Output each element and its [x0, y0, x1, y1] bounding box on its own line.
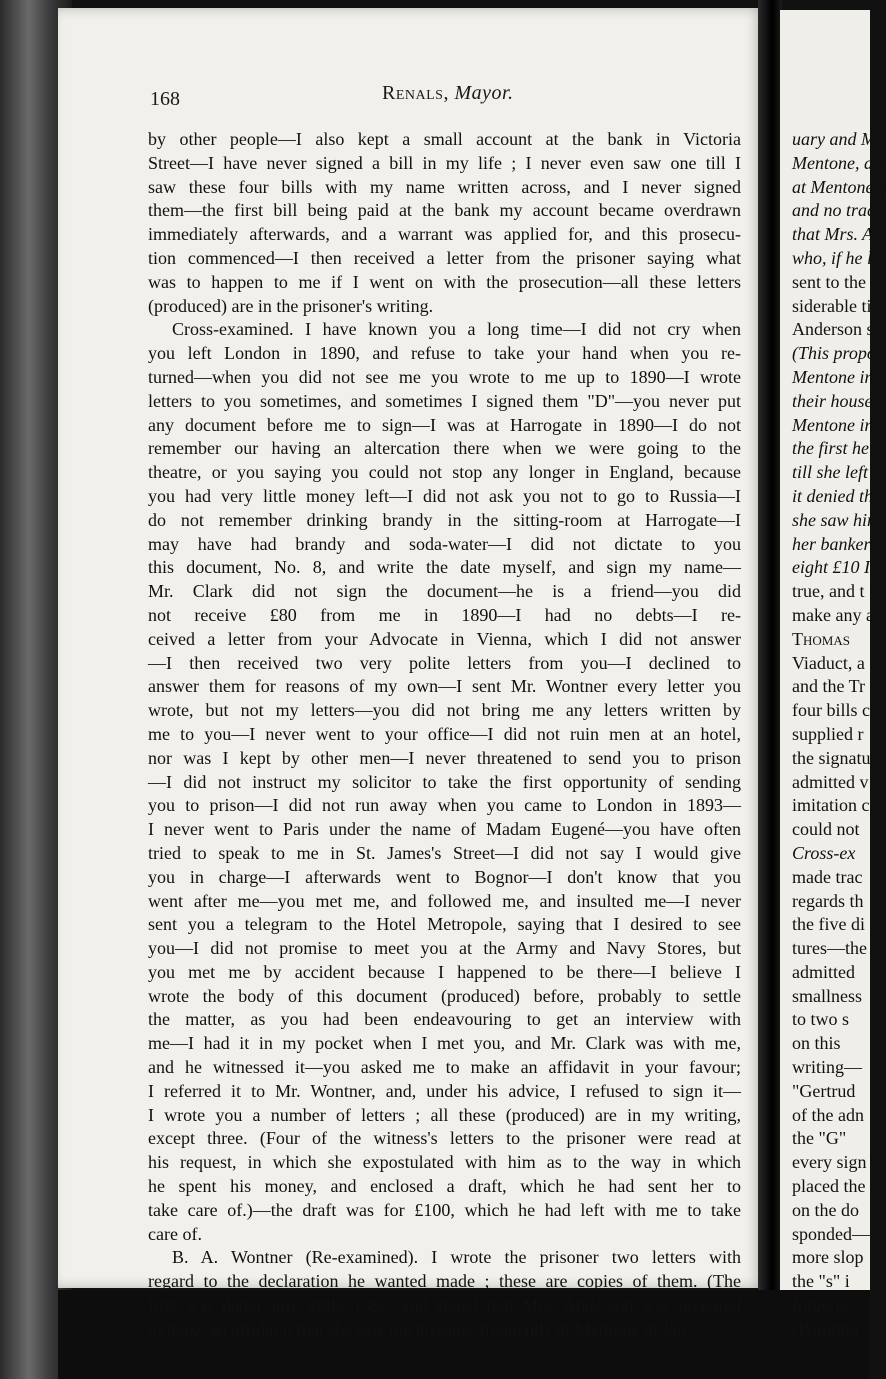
text-line: letters to you sometimes, and sometimes I signed them "D"—you never put — [148, 390, 741, 411]
adjacent-page-line: siderable ti — [792, 295, 872, 316]
text-line: remember our having an altercation there when we were going to the — [148, 438, 741, 459]
text-line: first was dated July 28th, 1893, and stated that Mrs. Anderson was prepared — [148, 1295, 741, 1316]
text-line: do not remember drinking brandy in the sitting-room at Harrogate—I — [148, 509, 741, 530]
adjacent-page-line: she saw hin — [792, 509, 877, 530]
text-line: except three. (Four of the witness's letters to the prisoner were read at — [148, 1128, 741, 1149]
adjacent-page-line: (Pointing — [792, 1318, 860, 1339]
adjacent-page-line: make any a — [792, 604, 874, 625]
text-line: I referred it to Mr. Wontner, and, under his advice, I refused to sign it— — [148, 1080, 741, 1101]
text-line: immediately afterwards, and a warrant was applied for, and this prosecu- — [148, 224, 741, 245]
text-line: he spent his money, and enclosed a draft, which he had sent her to — [148, 1176, 741, 1197]
text-line: the matter, as you had been endeavouring to get an interview with — [148, 1009, 741, 1030]
page-number: 168 — [150, 88, 180, 110]
text-line: them—the first bill being paid at the bank my account became overdrawn — [148, 200, 741, 221]
text-line: saw these four bills with my name written across, and I never signed — [148, 176, 741, 197]
adjacent-page-line: sent to the — [792, 271, 866, 292]
text-line: you met me by accident because I happened to be there—I believe I — [148, 961, 741, 982]
text-line: any document before me to sign—I was at Harrogate in 1890—I do not — [148, 414, 741, 435]
adjacent-page-line: tures—the — [792, 938, 867, 959]
text-line: wrote the body of this document (produced) before, probably to settle — [148, 985, 741, 1006]
text-line: theatre, or you saying you could not stop any longer in England, because — [148, 462, 741, 483]
adjacent-page-line: "Gertrud — [792, 1080, 856, 1101]
text-line: care of. — [148, 1223, 202, 1244]
adjacent-page-line: admitted — [792, 961, 855, 982]
adjacent-page-line: writing— — [792, 1057, 862, 1078]
text-line: take care of.)—the draft was for £100, which he had left with me to take — [148, 1199, 741, 1220]
adjacent-page-line: regards th — [792, 890, 864, 911]
text-line: wrote, but not my letters—you did not bring me any letters written by — [148, 700, 741, 721]
adjacent-page-line: the signatu — [792, 747, 871, 768]
text-line: Cross-examined. I have known you a long time—I did not cry when — [172, 319, 741, 340]
text-line: ceived a letter from your Advocate in Vienna, which I did not answer — [148, 628, 741, 649]
adjacent-page-line: of the adn — [792, 1104, 864, 1125]
text-line: —I then received two very polite letters from you—I declined to — [148, 652, 741, 673]
page-header — [150, 82, 750, 112]
text-line: Mr. Clark did not sign the document—he is a friend—you did — [148, 581, 741, 602]
adjacent-page-line: four bills c — [792, 700, 870, 721]
adjacent-page-line: could not — [792, 819, 860, 840]
adjacent-page-line: imitation c — [792, 795, 870, 816]
adjacent-page-line: on the do — [792, 1199, 859, 1220]
text-line: to make an affidavit that she saw the prisoner frequently at Mentone in Jan — [148, 1318, 687, 1339]
running-title — [382, 82, 514, 105]
text-line: by other people—I also kept a small account at the bank in Victoria — [148, 129, 741, 149]
adjacent-page-line: Cross-ex — [792, 842, 856, 863]
adjacent-page-line: till she left — [792, 462, 868, 483]
adjacent-page-line: true, and t — [792, 581, 865, 602]
text-line: me to you—I never went to your office—I did not ruin men at an hotel, — [148, 723, 741, 744]
adjacent-page-line: Mentone in — [792, 366, 874, 387]
adjacent-page-line: placed the — [792, 1176, 866, 1197]
text-line: —I did not instruct my solicitor to take the first opportunity of sending — [148, 771, 741, 792]
text-line: I never went to Paris under the name of Madam Eugené—you have often — [148, 819, 741, 840]
running-title-name: Renals, — [382, 82, 449, 104]
adjacent-page-line: the five di — [792, 914, 865, 935]
text-line: B. A. Wontner (Re-examined). I wrote the prisoner two letters with — [172, 1247, 741, 1268]
adjacent-page-line: admitted v — [792, 771, 869, 792]
adjacent-page-line: supplied r — [792, 723, 864, 744]
text-line: (produced) are in the prisoner's writing. — [148, 295, 434, 316]
adjacent-page-line: and no trac — [792, 200, 875, 221]
adjacent-page-line: made trac — [792, 866, 863, 887]
adjacent-page-line: Viaduct, a — [792, 652, 865, 673]
adjacent-page-line: it denied th — [792, 485, 873, 506]
adjacent-page-line: their house — [792, 390, 873, 411]
text-line: you left London in 1890, and refuse to take your hand when you re- — [148, 343, 741, 364]
text-line: and he witnessed it—you asked me to make an affidavit in your favour; — [148, 1057, 741, 1078]
text-line: went after me—you met me, and followed me, and insulted me—I never — [148, 890, 741, 911]
book-gutter — [758, 0, 782, 1379]
adjacent-page-line: on this — [792, 1033, 841, 1054]
text-line: tried to speak to me in St. James's Street—I did not say I would give — [148, 842, 741, 863]
text-line: sent you a telegram to the Hotel Metropole, saying that I desired to see — [148, 914, 741, 935]
adjacent-page-line: uary and M — [792, 129, 876, 149]
text-line: may have had brandy and soda-water—I did not dictate to you — [148, 533, 741, 554]
text-line: nor was I kept by other men—I never threatened to send you to prison — [148, 747, 741, 768]
text-line: I wrote you a number of letters ; all these (produced) are in my writing, — [148, 1104, 741, 1125]
text-line: Street—I have never signed a bill in my life ; I never even saw one till I — [148, 152, 741, 173]
adjacent-page-line: and the Tr — [792, 676, 866, 697]
adjacent-page-line: Mentone in — [792, 414, 874, 435]
text-line: his request, in which she expostulated with him as to the way in which — [148, 1152, 741, 1173]
adjacent-page-line: Mentone, an — [792, 152, 882, 173]
text-line: answer them for reasons of my own—I sent Mr. Wontner every letter you — [148, 676, 741, 697]
text-line: was to happen to me if I went on with the prosecution—all these letters — [148, 271, 741, 292]
text-line: regard to the declaration he wanted made ; these are copies of them. (The — [148, 1271, 741, 1292]
adjacent-page-line: the first he — [792, 438, 869, 459]
adjacent-page-line: sponded— — [792, 1223, 870, 1244]
adjacent-page-line: smallness — [792, 985, 862, 1006]
adjacent-page-line: who, if he l — [792, 247, 872, 268]
text-line: me—I had it in my pocket when I met you, and Mr. Clark was with me, — [148, 1033, 741, 1054]
adjacent-page-text — [792, 128, 886, 1342]
text-line: you in charge—I afterwards went to Bognor—I don't know that you — [148, 866, 741, 887]
adjacent-page-line: that Mrs. A — [792, 224, 874, 245]
running-title-role: Mayor. — [454, 82, 514, 104]
text-line: tion commenced—I then received a letter from the prisoner saying what — [148, 247, 741, 268]
text-line: you to prison—I did not run away when you came to London in 1893— — [148, 795, 741, 816]
adjacent-page-line: the "s" i — [792, 1271, 850, 1292]
adjacent-page-line: (This propo — [792, 343, 876, 364]
body-text — [148, 128, 741, 1342]
adjacent-page-line: more slop — [792, 1247, 864, 1268]
adjacent-page-line: Thomas — [792, 628, 850, 649]
adjacent-page-line: Anderson s — [792, 319, 874, 340]
adjacent-page-line: forgeries — [792, 1295, 856, 1316]
text-line: not receive £80 from me in 1890—I had no debts—I re- — [148, 604, 741, 625]
adjacent-page-line: the "G" — [792, 1128, 847, 1149]
adjacent-page-line: her bankers — [792, 533, 878, 554]
adjacent-page-line: every sign — [792, 1152, 867, 1173]
adjacent-page-line: to two s — [792, 1009, 850, 1030]
adjacent-page-line: eight £10 I — [792, 557, 870, 578]
text-line: you had very little money left—I did not ask you not to go to Russia—I — [148, 485, 741, 506]
text-line: turned—when you did not see me you wrote to me up to 1890—I wrote — [148, 366, 741, 387]
adjacent-page-line: at Mentone c — [792, 176, 886, 197]
text-line: you—I did not promise to meet you at the Army and Navy Stores, but — [148, 938, 741, 959]
text-line: this document, No. 8, and write the date myself, and sign my name— — [148, 557, 741, 578]
